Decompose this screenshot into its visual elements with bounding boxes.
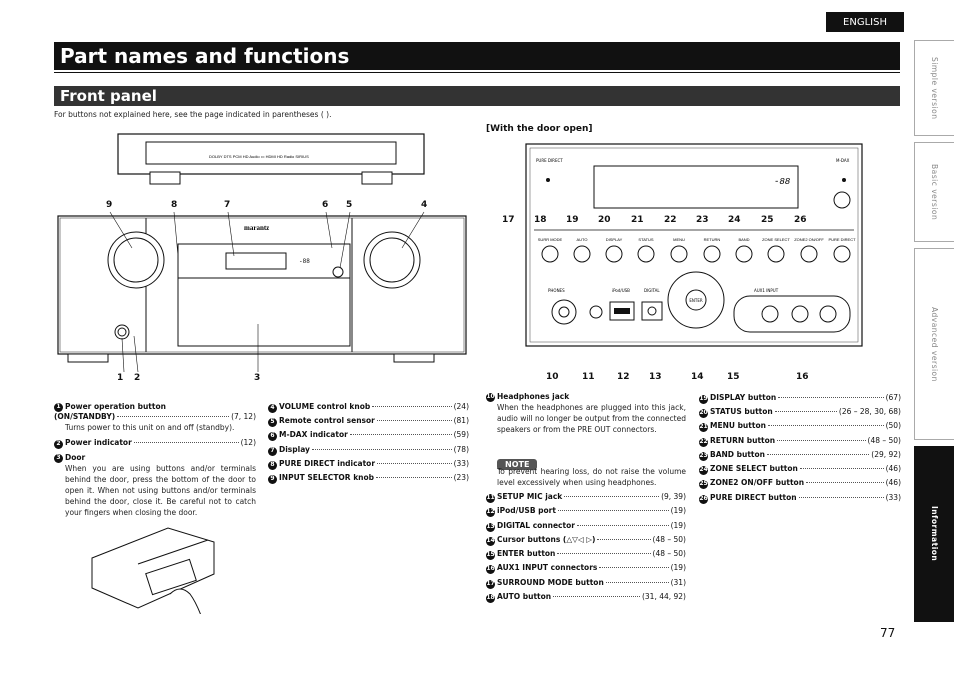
callout-6: 6 [322,200,329,210]
item-16: 16 AUX1 INPUT connectors (19) [486,563,686,572]
svg-text:BAND: BAND [738,237,750,242]
callout-4: 4 [421,200,428,210]
callout-14: 14 [691,372,704,382]
front-panel-illustration [54,128,474,390]
item-11: 11 SETUP MIC jack (9, 39) [486,492,686,501]
callout-2: 2 [134,373,141,383]
svg-text:iPod/USB: iPod/USB [612,288,630,293]
callout-13: 13 [649,372,662,382]
callout-17: 17 [502,215,515,225]
note-badge: NOTE [497,452,537,471]
svg-text:PHONES: PHONES [548,288,565,293]
callout-12: 12 [617,372,630,382]
callout-15: 15 [727,372,740,382]
callout-10: 10 [546,372,559,382]
item-5: 5 Remote control sensor (81) [268,416,469,427]
callout-8: 8 [171,200,178,210]
callout-9: 9 [106,200,113,210]
svg-text:ZONE SELECT: ZONE SELECT [762,237,790,242]
item-19: 19 DISPLAY button (67) [699,393,901,402]
item-26: 26 PURE DIRECT button (33) [699,493,901,502]
item-21: 21 MENU button (50) [699,421,901,430]
callout-21: 21 [631,215,644,225]
item-17: 17 SURROUND MODE button (31) [486,578,686,587]
svg-text:STATUS: STATUS [638,237,654,242]
item-1: 1 Power operation button (ON/STANDBY) (7, 12) Turns power to this unit on and off (standby). [54,402,256,432]
svg-text:DISPLAY: DISPLAY [605,237,623,242]
item-15: 15 ENTER button (48 – 50) [486,549,686,558]
callout-23: 23 [696,215,709,225]
svg-text:SURR MODE: SURR MODE [537,237,563,242]
callout-16: 16 [796,372,809,382]
svg-text:ENTER: ENTER [689,298,703,303]
svg-text:RETURN: RETURN [703,237,721,242]
item-9: 9 INPUT SELECTOR knob (23) [268,473,469,484]
side-tab-information[interactable]: Information [914,446,954,622]
page-number: 77 [880,626,896,640]
callout-24: 24 [728,215,741,225]
item-2: 2 Power indicator (12) [54,438,256,449]
item-23: 23 BAND button (29, 92) [699,450,901,459]
callout-3: 3 [254,373,261,383]
item-12: 12 iPod/USB port (19) [486,506,686,515]
svg-text:DIGITAL: DIGITAL [644,288,660,293]
page-title: Part names and functions [54,42,900,70]
door-open-illustration [524,142,864,352]
svg-text:PURE DIRECT: PURE DIRECT [828,237,856,242]
svg-text:M-DAX: M-DAX [836,158,850,163]
callout-5: 5 [346,200,353,210]
callout-7: 7 [224,200,231,210]
callout-11: 11 [582,372,595,382]
item-7: 7 Display (78) [268,445,469,456]
svg-text:DOLBY DTS PCM HD Audio ▭ HDMI: DOLBY DTS PCM HD Audio ▭ HDMI HD Radio SIRIUS [209,154,309,159]
callout-1: 1 [117,373,124,383]
callout-22: 22 [664,215,677,225]
small-display-digits: -88 [299,258,310,265]
side-tab-advanced[interactable]: Advanced version [914,248,954,440]
door-open-heading: [With the door open] [486,124,593,134]
svg-text:AUTO: AUTO [576,237,588,242]
brand-logo: marantz [244,224,270,232]
item-8: 8 PURE DIRECT indicator (33) [268,459,469,470]
callout-20: 20 [598,215,611,225]
item-10: 10 Headphones jack When the headphones are plugged into this jack, audio will no longer be output from the connected speakers or from the PRE OUT connectors. [486,392,686,434]
side-tab-simple[interactable]: Simple version [914,40,954,136]
language-tab: ENGLISH [826,12,904,32]
item-20: 20 STATUS button (26 – 28, 30, 68) [699,407,901,416]
side-tab-basic[interactable]: Basic version [914,142,954,242]
item-24: 24 ZONE SELECT button (46) [699,464,901,473]
callout-18: 18 [534,215,547,225]
note-text: To prevent hearing loss, do not raise the volume level excessively when using headphones. [497,467,686,487]
callout-19: 19 [566,215,579,225]
item-14: 14 Cursor buttons (△▽◁ ▷) (48 – 50) [486,535,686,544]
svg-text:MENU: MENU [673,237,685,242]
item-25: 25 ZONE2 ON/OFF button (46) [699,478,901,487]
item-18: 18 AUTO button (31, 44, 92) [486,592,686,601]
item-13: 13 DIGITAL connector (19) [486,521,686,530]
svg-text:PURE DIRECT: PURE DIRECT [536,158,563,163]
item-4: 4 VOLUME control knob (24) [268,402,469,413]
intro-text: For buttons not explained here, see the page indicated in parentheses ( ). [54,110,332,119]
item-6: 6 M-DAX indicator (59) [268,430,469,441]
callout-26: 26 [794,215,807,225]
door-opening-illustration [88,524,218,614]
svg-text:AUX1 INPUT: AUX1 INPUT [754,288,779,293]
callout-25: 25 [761,215,774,225]
title-divider [54,72,900,73]
item-22: 22 RETURN button (48 – 50) [699,436,901,445]
svg-text:-88: -88 [774,177,791,187]
section-title: Front panel [54,86,900,106]
item-3: 3 Door When you are using buttons and/or terminals behind the door, press the bottom of the door to open it. When not using buttons and/or terminals behind the door, close it. Be careful not to catch your fingers when closing the door. [54,453,256,518]
svg-text:ZONE2 ON/OFF: ZONE2 ON/OFF [794,237,824,242]
